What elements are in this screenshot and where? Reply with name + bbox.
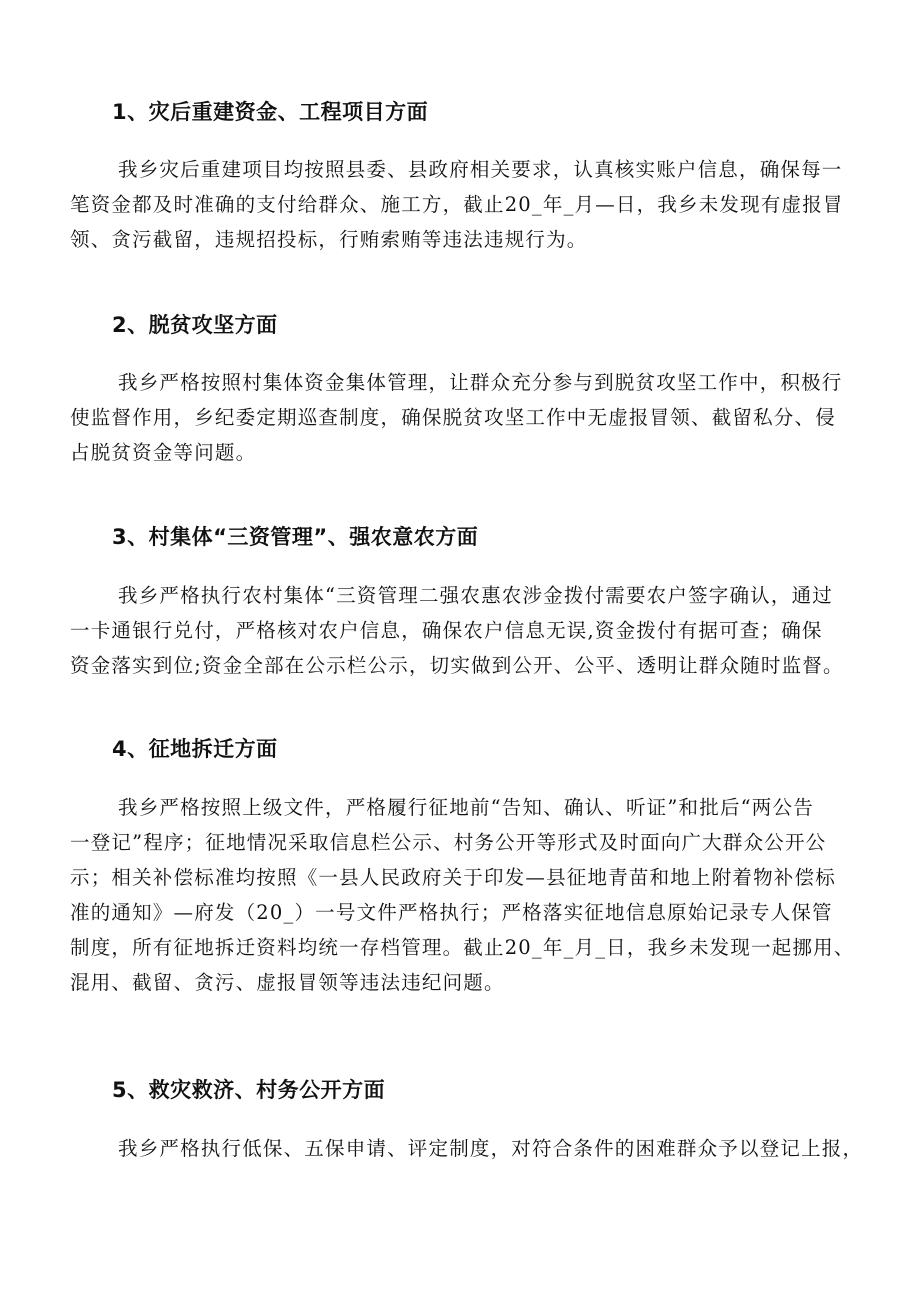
- section-paragraph-3: [70, 578, 870, 683]
- section-heading-5: 5、救灾救济、村务公开方面: [112, 1078, 386, 1102]
- paragraph-line: 资金落实到位;资金全部在公示栏公示，切实做到公开、公平、透明让群众随时监督。: [70, 654, 844, 677]
- section-heading-1: 1、灾后重建资金、工程项目方面: [112, 100, 429, 124]
- section-paragraph-2: [70, 365, 870, 470]
- paragraph-line: 使监督作用，乡纪委定期巡查制度，确保脱贫攻坚工作中无虚报冒领、截留私分、侵: [70, 406, 836, 429]
- paragraph-line: 我乡严格按照村集体资金集体管理，让群众充分参与到脱贫攻坚工作中，积极行: [118, 371, 843, 394]
- section-heading-2: 2、脱贫攻坚方面: [112, 313, 278, 337]
- paragraph-line: 占脱贫资金等问题。: [70, 441, 257, 464]
- paragraph-line: 一卡通银行兑付，严格核对农户信息，确保农户信息无误,资金拨付有据可查；确保: [70, 619, 823, 642]
- paragraph-line: 我乡严格执行农村集体“三资管理二强农惠农涉金拨付需要农户签字确认，通过: [118, 584, 833, 607]
- paragraph-line: 笔资金都及时准确的支付给群众、施工方，截止20_年_月—日，我乡未发现有虚报冒: [70, 193, 844, 216]
- section-heading-4: 4、征地拆迁方面: [112, 737, 278, 761]
- paragraph-line: 混用、截留、贪污、虚报冒领等违法违纪问题。: [70, 971, 505, 994]
- section-paragraph-1: [70, 152, 870, 257]
- paragraph-line: 一登记”程序；征地情况采取信息栏公示、村务公开等形式及时面向广大群众公开公: [70, 831, 827, 854]
- paragraph-line: 制度，所有征地拆迁资料均统一存档管理。截止20_年_月_日，我乡未发现一起挪用、: [70, 936, 855, 959]
- paragraph-line: 我乡严格按照上级文件，严格履行征地前“告知、确认、听证”和批后“两公告: [118, 796, 814, 819]
- paragraph-line: 准的通知》—府发（20_）一号文件严格执行；严格落实征地信息原始记录专人保管: [70, 901, 833, 924]
- paragraph-line: 我乡灾后重建项目均按照县委、县政府相关要求，认真核实账户信息，确保每一: [118, 158, 843, 181]
- paragraph-line: 我乡严格执行低保、五保申请、评定制度，对符合条件的困难群众予以登记上报，: [118, 1137, 864, 1160]
- paragraph-line: 领、贪污截留，违规招投标，行贿索贿等违法违规行为。: [70, 228, 588, 251]
- section-paragraph-5: [70, 1131, 870, 1166]
- section-paragraph-4: [70, 790, 870, 1000]
- paragraph-line: 示；相关补偿标准均按照《一县人民政府关于印发—县征地青苗和地上附着物补偿标: [70, 866, 836, 889]
- section-heading-3: 3、村集体“三资管理”、强农意农方面: [112, 525, 479, 549]
